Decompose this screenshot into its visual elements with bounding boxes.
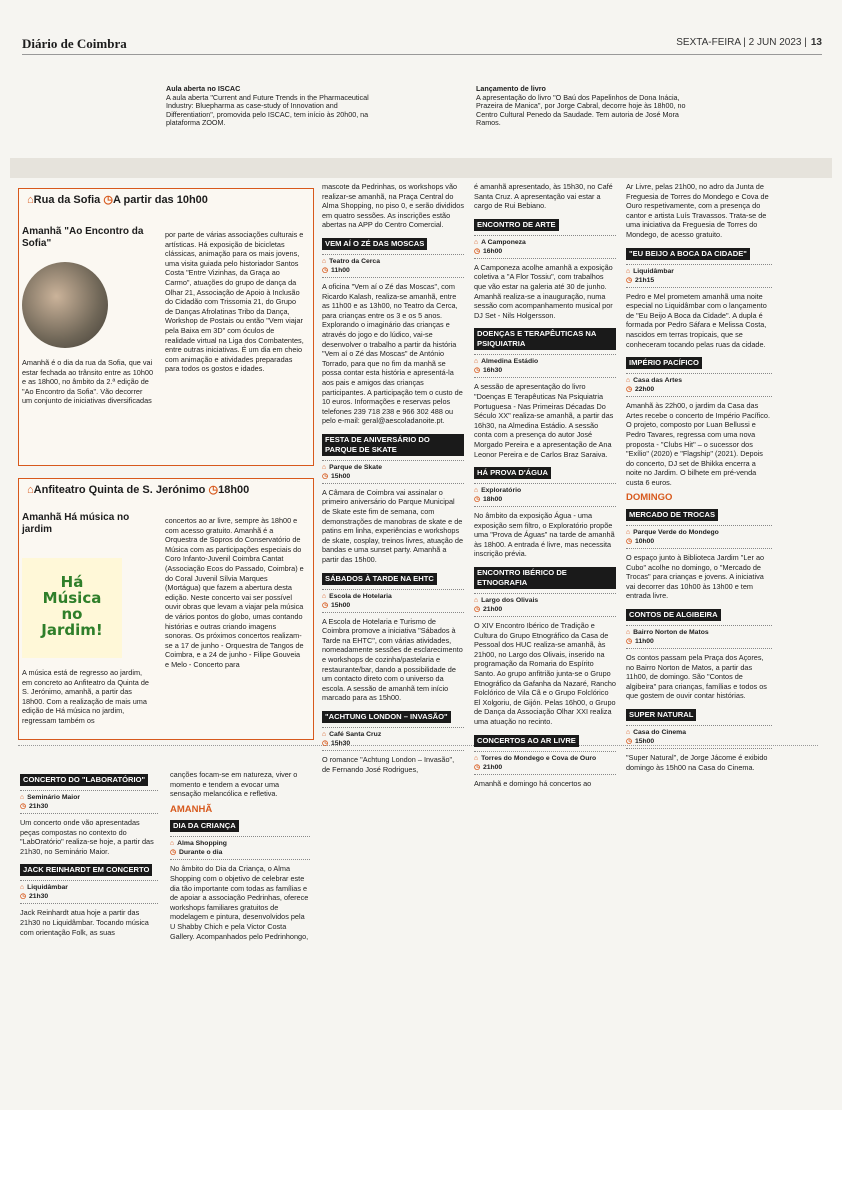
event-meta: ⌂ Café Santa Cruz ◷ 15h30 [322, 727, 464, 751]
event-meta: ⌂ Parque de Skate ◷ 15h00 [322, 460, 464, 484]
sofia-lead [22, 226, 148, 250]
location-icon: ⌂ [474, 487, 479, 495]
column-4: é amanhã apresentado, às 15h30, no Café Santa Cruz. A apresentação vai estar a cargo de Rui Bebiano. ENCONTRO DE ARTE ⌂ A Camponeza ◷ 16h00 A Camponeza acolhe amanhã a exposição coletiva a "A Flor Tossiu", com trabalhos que vão estar na galeria até 30 de junho. Amanhã realiza-se a inauguração, numa sessão com acompanhamento musical por DJ Set - Nils Holgersson. DOENÇAS E TERAPÊUTICAS NA PSIQUIATRIA ⌂ Almedina Estádio ◷ 16h30 A sessão de apresentação do livro "Doenças E Terapêuticas Na Psiquiatria Portuguesa - Nas Primeiras Décadas Do Século XX" realiza-se amanhã, a partir das 16h30, na Almedina Estádio. A sessão conta com a presença do autor José Morgado Pereira e a apresentação de Ana Leonor Pereira e de Carlos Braz Saraiva. HÁ PROVA D'ÁGUA ⌂ Exploratório ◷ 18h00 No âmbito da exposição Água - uma exposição sem filtro, o Exploratório propõe uma "Prova de Águas" na tarde de amanhã às 18h00. A entrada é livre, mas necessita inscrição prévia. ENCONTRO IBÉRICO DE ETNOGRAFIA ⌂ Largo dos Olivais ◷ 21h00 O XIV Encontro Ibérico de Tradição e Cultura do Grupo Etnográfico da Casa de Pessoal dos HUC realiza-se amanhã, às 21h00, no Largo dos Olivais, inserido na programação da Romaria do Espírito Santo. Ao grupo anfitrião junta-se o Grupo Etnográfico da Gafanha da Nazaré, Rancho Folclórico de Vila Cã e o Grupo Folclórico El Xolgoriu, de Gijón. Pelas 16h00, o Grupo de Dança da Associação Olhar XXI realiza uma atuação no recinto. CONCERTOS AO AR LIVRE ⌂ Torres do Mondego e Cova de Ouro ◷ 21h00 Amanhã e domingo há concertos ao [474, 182, 616, 788]
event-title: VEM AÍ O ZÉ DAS MOSCAS [322, 238, 427, 250]
jeronimo-text-1: A música está de regresso ao jardim, em concreto ao Anfiteatro da Quinta de S. Jerónimo, amanhã, a partir das 18h00. Com a realização de mais uma edição de Há música no jardim, regressam também os [22, 668, 149, 725]
clock-icon: ◷ [626, 638, 632, 646]
newspaper-name: Diário de Coimbra [22, 36, 127, 51]
clock-icon: ◷ [322, 472, 328, 480]
event-title: CONCERTO DO "LABORATÓRIO" [20, 774, 148, 786]
event-title: ENCONTRO DE ARTE [474, 219, 559, 231]
sofia-text-1: Amanhã é o dia da rua da Sofia, que vai estar fechada ao trânsito entre as 10h00 e as 18h00, no âmbito da 2.ª edição de "Ao Encontro da Sofia". Vão decorrer um conjunto de iniciativas diversificadas [22, 358, 154, 406]
book-launch-notice: Lançamento de livro A apresentação do livro "O Baú dos Papelinhos de Dona Inácia, Prazeira de Manica", por Jorge Cabral, decorre hoje às 18h00, no Centro Cultural Penedo da Saudade. Tem autoria de José Mora Ramos. [476, 84, 686, 128]
column-3: mascote da Pedrinhas, os workshops vão realizar-se amanhã, na Praça Central do Alma Shopping, no piso 0, e serão divididos em quatro sessões. As inscrições estão abertas na APP do Centro Comercial. VEM AÍ O ZÉ DAS MOSCAS ⌂ Teatro da Cerca ◷ 11h00 A oficina "Vem aí o Zé das Moscas", com Ricardo Kalash, realiza-se amanhã, entre as 11h00 e as 13h00, no Teatro da Cerca, para crianças entre os 3 e os 5 anos. Explorando o imaginário das crianças e através do jogo e do lúdico, vai-se desenvolver o trabalho a partir da história "Vem aí o Zé das Moscas" de António Torrado, para que no fim da manhã se possa contar esta história e apresentá-la aos pais e amigos das crianças participantes. A participação tem o custo de 10 euros. Informações e reservas pelos telefones 239 718 238 e 966 302 488 ou pelo e-mail: geral@aescoladanoite.pt. FESTA DE ANIVERSÁRIO DO PARQUE DE SKATE ⌂ Parque de Skate ◷ 15h00 A Câmara de Coimbra vai assinalar o primeiro aniversário do Parque Municipal de Skate este fim de semana, com demonstrações de manobras de skate e de patins em linha, experiências e workshops de skate, cosplay, treinos livres, atuação de bandas e uma sunset party. Amanhã a partir das 15h00. SÁBADOS À TARDE NA EHTC ⌂ Escola de Hotelaria ◷ 15h00 A Escola de Hotelaria e Turismo de Coimbra promove a iniciativa "Sábados à Tarde na EHTC", com várias atividades, nomeadamente sessões de esclarecimento e workshops de cozinha/pastelaria e restaurante/bar, dando a possibilidade de um contacto direto com o universo da escola. A sessão de amanhã tem início marcado para as 15h00. "ACHTUNG LONDON – INVASÃO" ⌂ Café Santa Cruz ◷ 15h30 O romance "Achtung London – Invasão", de Fernando José Rodrigues, [322, 182, 464, 774]
location-icon: ⌂ [322, 257, 327, 265]
clock-icon: ◷ [626, 386, 632, 394]
event-title: FESTA DE ANIVERSÁRIO DO PARQUE DE SKATE [322, 434, 464, 456]
clock-icon: ◷ [474, 763, 480, 771]
sofia-headline: Amanhã "Ao Encontro da Sofia" [22, 226, 144, 249]
location-icon: ⌂ [474, 238, 479, 246]
clock-icon: ◷ [322, 601, 328, 609]
event-meta: ⌂ Casa do Cinema ◷ 15h00 [626, 725, 772, 749]
event-meta: ⌂ Casa das Artes ◷ 22h00 [626, 373, 772, 397]
sofia-header: ⌂Rua da Sofia ◷A partir das 10h00 [27, 194, 208, 206]
event-title: ENCONTRO IBÉRICO DE ETNOGRAFIA [474, 567, 616, 589]
iscac-notice: Aula aberta no ISCAC A aula aberta "Current and Future Trends in the Pharmaceutical Industry: Bluepharma as case-study of Innovation and Differentiation", promovida pelo ISCAC, tem início às 20h00, na plataforma ZOOM. [166, 84, 369, 128]
event-title: IMPÉRIO PACÍFICO [626, 357, 702, 369]
bleed-through-band [10, 158, 832, 178]
clock-icon: ◷ [208, 484, 219, 496]
event-meta: ⌂ Alma Shopping ◷ Durante o dia [170, 836, 310, 860]
location-icon: ⌂ [322, 463, 327, 471]
location-icon: ⌂ [474, 754, 479, 762]
clock-icon: ◷ [103, 194, 113, 206]
page-margin [0, 1110, 842, 1191]
event-title: "EU BEIJO A BOCA DA CIDADE" [626, 248, 750, 260]
location-icon: ⌂ [474, 358, 479, 366]
event-title: DOENÇAS E TERAPÊUTICAS NA PSIQUIATRIA [474, 328, 616, 350]
event-meta: ⌂ Bairro Norton de Matos ◷ 11h00 [626, 625, 772, 649]
clock-icon: ◷ [474, 247, 480, 255]
clock-icon: ◷ [322, 266, 328, 274]
event-meta: ⌂ A Camponeza ◷ 16h00 [474, 235, 616, 259]
page-date: SEXTA-FEIRA | 2 JUN 2023 | 13 [676, 37, 822, 48]
event-title: SUPER NATURAL [626, 709, 696, 721]
sofia-photo [22, 262, 108, 348]
clock-icon: ◷ [20, 893, 26, 901]
event-title: CONCERTOS AO AR LIVRE [474, 735, 579, 747]
column-1-lower: CONCERTO DO "LABORATÓRIO" ⌂ Seminário Maior ◷ 21h30 Um concerto onde vão apresentadas peças compostas no contexto do "LabOratório" realiza-se hoje, a partir das 21h30, no Seminário Maior. JACK REINHARDT EM CONCERTO ⌂ Liquidâmbar ◷ 21h30 Jack Reinhardt atua hoje a partir das 21h30 no Liquidâmbar. Tocando música com orientação Folk, as suas [20, 770, 158, 941]
clock-icon: ◷ [474, 606, 480, 614]
jeronimo-text-2: concertos ao ar livre, sempre às 18h00 e com acesso gratuito. Amanhã é a Orquestra de Sopros do Conservatório de Música com as participações especiais do Coro Infanto-Juvenil Coimbra Cantat (Associação Ecos do Passado, Coimbra) e do Coral Juvenil Sílvia Marques (Mortágua) que fazem a abertura desta edição. Neste concerto vai ser possível ouvir obras que levam a viajar pela música de vários pontos do globo, umas contando histórias e outras criando imagens sonoras. Os próximos concertos realizam-se a 17 de junho - Orquestra de Tangos de Coimbra, e a 24 de junho - Filipe Gouveia e Melo - Concerto para [165, 516, 304, 669]
event-title: DIA DA CRIANÇA [170, 820, 239, 832]
jeronimo-lead [22, 512, 152, 536]
clock-icon: ◷ [20, 803, 26, 810]
column-5: Ar Livre, pelas 21h00, no adro da Junta de Freguesia de Torres do Mondego e Cova de Ouro respetivamente, com a presença do cantor e artista Luís Travassos. Trata-se de uma iniciativa da Freguesia de Torres do Mondego, de acesso gratuito. "EU BEIJO A BOCA DA CIDADE" ⌂ Liquidâmbar ◷ 21h15 Pedro e Mel prometem amanhã uma noite especial no Liquidâmbar com o lançamento de "Eu Beijo A Boca da Cidade". A dupla é formada por Pedro Sáfara e Melissa Costa, nascidos em terras tropicais, que se conheceram tocando pelas ruas da cidade. IMPÉRIO PACÍFICO ⌂ Casa das Artes ◷ 22h00 Amanhã às 22h00, o jardim da Casa das Artes recebe o concerto de Império Pacífico. O projeto, composto por Luan Bellussi e Pedro Tavares, regressa com uma nova proposta - "Clubs Hit" – o sucessor dos "Exílio" (2020) e "Flagship" (2021). Depois do concerto, DJ set de Bhikka encerra a noite no Jardim. O bilhete em pré-venda custa 6 euros. DOMINGO MERCADO DE TROCAS ⌂ Parque Verde do Mondego ◷ 10h00 O espaço junto à Biblioteca Jardim "Ler ao Cubo" acolhe no domingo, o "Mercado de Trocas" para crianças e jovens. A iniciativa vai decorrer das 10h00 às 13h00 e tem entrada livre. CONTOS DE ALGIBEIRA ⌂ Bairro Norton de Matos ◷ 11h00 Os contos passam pela Praça dos Açores, no Bairro Norton de Matos, a partir das 11h00, de domingo. São "Contos de algibeira" para crianças, famílias e todos os que gostem de ouvir contar histórias. SUPER NATURAL ⌂ Casa do Cinema ◷ 15h00 "Super Natural", de Jorge Jácome é exibido domingo às 15h00 na Casa do Cinema. [626, 182, 772, 776]
clock-icon: ◷ [474, 367, 480, 375]
event-title: HÁ PROVA D'ÁGUA [474, 467, 551, 479]
location-icon: ⌂ [20, 794, 25, 801]
event-meta: ⌂ Parque Verde do Mondego ◷ 10h00 [626, 525, 772, 549]
clock-icon: ◷ [322, 739, 328, 747]
location-icon: ⌂ [626, 377, 631, 385]
location-icon: ⌂ [474, 597, 479, 605]
location-icon: ⌂ [626, 729, 631, 736]
event-title: CONTOS DE ALGIBEIRA [626, 609, 721, 621]
event-title: JACK REINHARDT EM CONCERTO [20, 864, 152, 876]
event-meta: ⌂ Exploratório ◷ 18h00 [474, 483, 616, 507]
event-meta: ⌂ Teatro da Cerca ◷ 11h00 [322, 254, 464, 278]
day-heading: AMANHÃ [170, 803, 213, 815]
clock-icon: ◷ [474, 496, 480, 504]
event-title: SÁBADOS À TARDE NA EHTC [322, 573, 437, 585]
music-festival-logo: Há Música no Jardim! [22, 558, 122, 658]
event-meta: ⌂ Largo dos Olivais ◷ 21h00 [474, 593, 616, 617]
event-meta: ⌂ Seminário Maior ◷ 21h30 [20, 790, 158, 814]
event-title: "ACHTUNG LONDON – INVASÃO" [322, 711, 451, 723]
clock-icon: ◷ [626, 276, 632, 284]
clock-icon: ◷ [626, 738, 632, 745]
location-icon: ⌂ [170, 840, 175, 848]
location-icon: ⌂ [27, 194, 34, 206]
location-icon: ⌂ [322, 592, 327, 600]
location-icon: ⌂ [626, 529, 631, 537]
location-icon: ⌂ [322, 730, 327, 738]
event-meta: ⌂ Liquidâmbar ◷ 21h15 [626, 264, 772, 288]
event-meta: ⌂ Torres do Mondego e Cova de Ouro ◷ 21h00 [474, 751, 616, 775]
day-heading: DOMINGO [626, 492, 673, 504]
location-icon: ⌂ [626, 267, 631, 275]
sofia-text-2: por parte de várias associações culturais e artísticas. Há exposição de bicicletas clássicas, animação para os mais jovens, uma visita guiada pelo historiador Santos Costa "Entre Vizinhas, da Graça ao Carmo", atuações do grupo de dança da Olhar 21, Associação de Apoio à Inclusão do Cidadão com Trissomia 21, do Grupo de Danças Afrolatinas Tribo da Dança, Workshop de Postais ou então "Vem viajar pela Baixa em 3D" com óculos de realidade virtual na Liga dos Combatentes, entre outras iniciativas. É um dia em cheio com animação e atividades preparadas para todos os gostos e idades. [165, 230, 304, 374]
location-icon: ⌂ [626, 629, 631, 637]
event-meta: ⌂ Escola de Hotelaria ◷ 15h00 [322, 589, 464, 613]
event-meta: ⌂ Almedina Estádio ◷ 16h30 [474, 354, 616, 378]
event-title: MERCADO DE TROCAS [626, 509, 718, 521]
masthead [22, 36, 822, 55]
location-icon: ⌂ [27, 484, 34, 496]
column-2-lower: canções focam-se em natureza, viver o momento e tendem a evocar uma sensação melancólica e refletiva. AMANHÃ DIA DA CRIANÇA ⌂ Alma Shopping ◷ Durante o dia No âmbito do Dia da Criança, o Alma Shopping com o objetivo de celebrar este dia tão importante com todas as famílias e de apoiar a associação Pedrinhas, oferece workshops familiares gratuitos de modelagem e pintura, desenvolvidos pela U Shabby Chich e pela Victor Costa Gallery. Acompanhados pelo Pedrinhongo, [170, 770, 309, 941]
event-meta: ⌂ Liquidâmbar ◷ 21h30 [20, 880, 158, 904]
clock-icon: ◷ [170, 849, 176, 857]
jeronimo-headline: Amanhã Há música no jardim [22, 512, 130, 535]
clock-icon: ◷ [626, 538, 632, 546]
location-icon: ⌂ [20, 884, 25, 892]
jeronimo-header: ⌂Anfiteatro Quinta de S. Jerónimo ◷18h00 [27, 484, 250, 496]
